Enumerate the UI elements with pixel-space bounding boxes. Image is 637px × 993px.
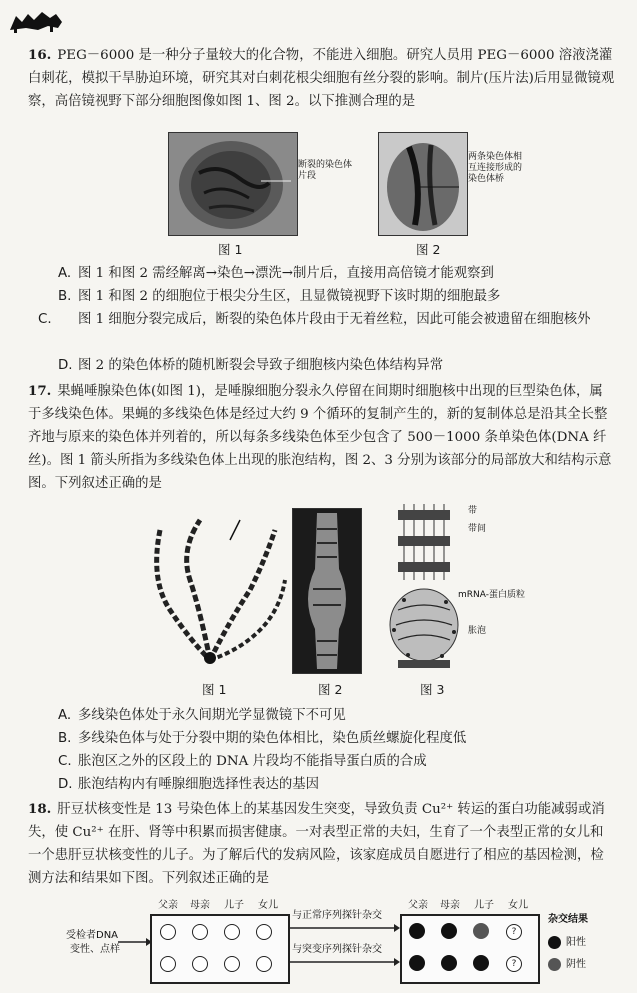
option-text: 胀泡区之外的区段上的 DNA 片段均不能指导蛋白质的合成	[78, 754, 427, 769]
result-daughter-mutant-unknown: ?	[506, 956, 522, 972]
option-letter: D.	[58, 358, 73, 373]
hybridization-result-box	[400, 914, 540, 984]
member-label-daughter-result: 女儿	[508, 900, 528, 911]
question-number: 17.	[28, 383, 52, 399]
question-number: 16.	[28, 47, 52, 63]
option-text: 多线染色体处于永久间期光学显微镜下不可见	[78, 708, 346, 723]
arrow-label-mutant-probe: 与突变序列探针杂交	[292, 944, 382, 955]
fig3-caption-17: 图 3	[420, 682, 445, 697]
option-16-c[interactable]	[38, 308, 615, 331]
fig3-label-band: 带	[468, 506, 478, 516]
option-17-b[interactable]	[58, 727, 615, 750]
spot-daughter-bottom	[256, 956, 272, 972]
result-mother-normal	[441, 923, 457, 939]
option-text: 多线染色体与处于分裂中期的染色体相比，染色质丝螺旋化程度低	[78, 731, 467, 746]
member-label-daughter: 女儿	[258, 900, 278, 911]
fig3-label-mrna-particle: mRNA-蛋白质粒	[458, 590, 525, 600]
fig3-label-puff: 胀泡	[468, 626, 487, 636]
member-label-son: 儿子	[224, 900, 244, 911]
question-18	[28, 798, 615, 890]
legend-positive-label: 阳性	[566, 937, 586, 948]
spot-son-top	[224, 924, 240, 940]
fig1-caption-17: 图 1	[202, 682, 227, 697]
option-16-a[interactable]	[58, 262, 615, 285]
question-17	[28, 380, 615, 495]
fig1-caption: 图 1	[218, 242, 243, 257]
option-text: 胀泡结构内有唾腺细胞选择性表达的基因	[78, 777, 320, 792]
fig2-annotation: 两条染色体相互连接形成的染色体桥	[468, 152, 523, 184]
option-text: 图 1 细胞分裂完成后，断裂的染色体片段由于无着丝粒，因此可能会被遗留在细胞核外	[78, 312, 591, 327]
micrograph-fig1	[168, 132, 298, 236]
member-label-father-result: 父亲	[408, 900, 428, 911]
input-label-dna: 受检者DNA	[66, 930, 119, 941]
arrow-label-normal-probe: 与正常序列探针杂交	[292, 910, 382, 921]
arrow-normal-icon	[290, 922, 400, 934]
micrograph-fig2	[378, 132, 468, 236]
option-letter: D.	[58, 777, 73, 792]
option-letter: B.	[58, 731, 72, 746]
question-stem: 果蝇唾腺染色体(如图 1)，是唾腺细胞分裂永久停留在间期时细胞核中出现的巨型染色体，属于多线染色体。果蝇的多线染色体是经过大约 9 个循环的复制产生的，新的复制体总是沿其全长整齐地与原来的染色体并列着的，所以每条多线染色体至少包含了 500－1000 条单染色体(DNA 纤丝)。图 1 箭头所指为多线染色体上出现的胀泡结构，图 2、3 分别为该部分的局部放大和结构示意图。下列叙述正确的是	[28, 384, 612, 491]
option-16-d[interactable]	[58, 354, 615, 377]
arrow-mutant-icon	[290, 956, 400, 968]
legend-negative-dot	[548, 958, 561, 971]
legend-title: 杂交结果	[548, 914, 588, 925]
result-mother-mutant	[441, 955, 457, 971]
option-letter: B.	[58, 289, 72, 304]
member-label-son-result: 儿子	[474, 900, 494, 911]
spot-son-bottom	[224, 956, 240, 972]
result-daughter-normal-unknown: ?	[506, 924, 522, 940]
result-son-mutant	[473, 955, 489, 971]
fig1-annotation: 断裂的染色体片段	[298, 160, 353, 181]
option-16-b[interactable]	[58, 285, 615, 308]
member-label-father: 父亲	[158, 900, 178, 911]
option-17-c[interactable]	[58, 750, 615, 773]
option-letter: A.	[58, 266, 72, 281]
spot-father-top	[160, 924, 176, 940]
publisher-logo-icon	[8, 8, 64, 34]
spot-daughter-top	[256, 924, 272, 940]
option-text: 图 1 和图 2 需经解离→染色→漂洗→制片后，直接用高倍镜才能观察到	[78, 266, 494, 281]
spotted-membrane-box	[150, 914, 290, 984]
spot-father-bottom	[160, 956, 176, 972]
result-father-mutant	[409, 955, 425, 971]
puff-schematic-fig3	[384, 500, 464, 675]
legend-positive-dot	[548, 936, 561, 949]
legend-negative-label: 阴性	[566, 959, 586, 970]
question-16	[28, 44, 615, 113]
member-label-mother-result: 母亲	[440, 900, 460, 911]
arrow-input-icon	[118, 936, 152, 948]
option-letter: C.	[58, 754, 72, 769]
option-text: 图 1 和图 2 的细胞位于根尖分生区，且显微镜视野下该时期的细胞最多	[78, 289, 501, 304]
question-number: 18.	[28, 801, 52, 817]
option-letter: C.	[38, 312, 52, 327]
member-label-mother: 母亲	[190, 900, 210, 911]
spot-mother-top	[192, 924, 208, 940]
option-letter: A.	[58, 708, 72, 723]
fig2-caption: 图 2	[416, 242, 441, 257]
spot-mother-bottom	[192, 956, 208, 972]
option-17-d[interactable]	[58, 773, 615, 796]
puff-enlarged-fig2	[292, 508, 362, 674]
question-stem: 肝豆状核变性是 13 号染色体上的某基因发生突变，导致负责 Cu²⁺ 转运的蛋白功能减弱或消失，使 Cu²⁺ 在肝、肾等中积累而损害健康。一对表型正常的夫妇，生育了一个表型正常的女儿和一个患肝豆状核变性的儿子。为了解后代的发病风险，该家庭成员自愿进行了相应的基因检测，检测方法和结果如下图。下列叙述正确的是	[28, 802, 605, 886]
option-17-a[interactable]	[58, 704, 615, 727]
result-son-normal	[473, 923, 489, 939]
fig2-caption-17: 图 2	[318, 682, 343, 697]
question-stem: PEG－6000 是一种分子量较大的化合物，不能进入细胞。研究人员用 PEG－6000 溶液浇灌白刺花，模拟干旱胁迫环境，研究其对白刺花根尖细胞有丝分裂的影响。制片(压片法)后用显微镜观察，高倍镜视野下部分细胞图像如图 1、图 2。以下推测合理的是	[28, 48, 615, 109]
result-father-normal	[409, 923, 425, 939]
fig3-label-interband: 带间	[468, 524, 487, 534]
input-label-spot: 变性、点样	[70, 944, 120, 955]
option-text: 图 2 的染色体桥的随机断裂会导致子细胞核内染色体结构异常	[78, 358, 444, 373]
polytene-chromosome-fig1	[140, 500, 290, 675]
